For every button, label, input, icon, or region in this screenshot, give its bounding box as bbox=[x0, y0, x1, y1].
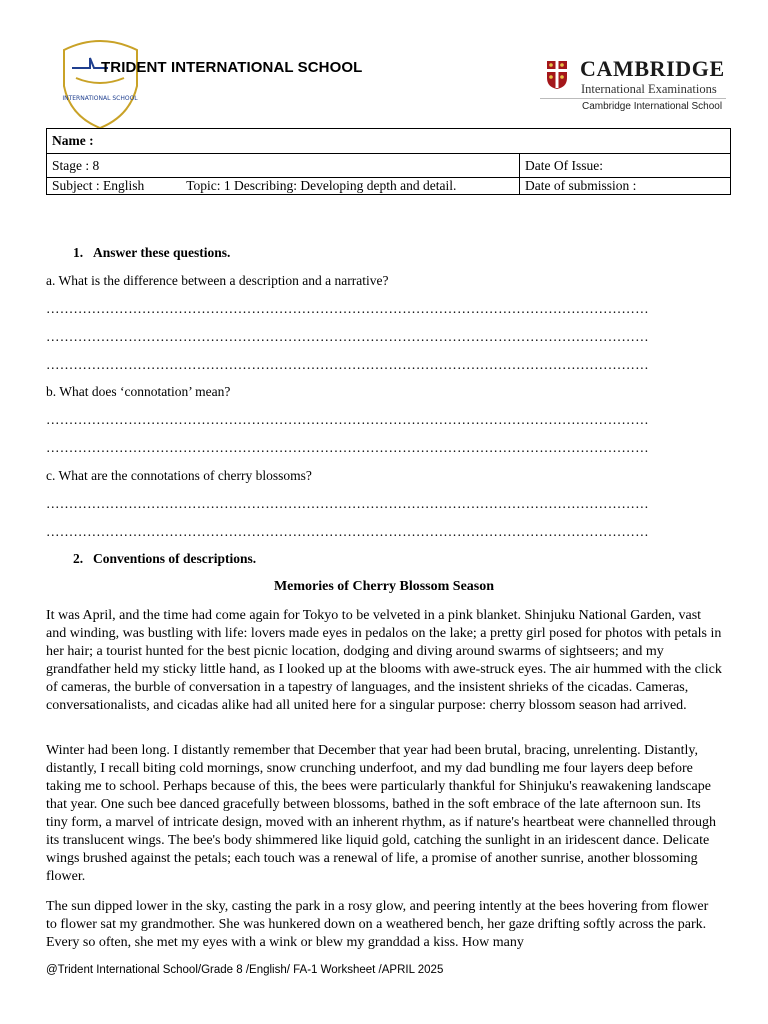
question-c: c. What are the connotations of cherry blossoms? bbox=[46, 468, 312, 483]
subject-label: Subject : English bbox=[52, 178, 145, 193]
answer-line-b2[interactable]: …………………………………………………………………………………………………………………… bbox=[46, 440, 649, 455]
section2-heading: Conventions of descriptions. bbox=[93, 551, 257, 566]
cambridge-subtitle: International Examinations bbox=[581, 82, 717, 96]
cambridge-title: CAMBRIDGE bbox=[580, 56, 725, 81]
crest-text: INTERNATIONAL SCHOOL bbox=[62, 95, 138, 102]
passage-paragraph-3: The sun dipped lower in the sky, casting the park in a rosy glow, and peering intently at the bees hovering from flower to flower sat my grandmother. She was hunkered down on a weathered bench, her gaze drifting softly across the park. Every so often, she met my eyes with a wink or blew my granddad a kiss. How many bbox=[46, 899, 709, 950]
topic-label: Topic: 1 Describing: Developing depth and detail. bbox=[186, 178, 457, 193]
subject-topic-cell bbox=[47, 178, 520, 195]
question-b: b. What does ‘connotation’ mean? bbox=[46, 384, 231, 399]
answer-line-a3[interactable]: …………………………………………………………………………………………………………………… bbox=[46, 357, 649, 372]
answer-line-c1[interactable]: …………………………………………………………………………………………………………………… bbox=[46, 496, 649, 511]
section2-number: 2. bbox=[73, 551, 84, 566]
answer-line-b1[interactable]: …………………………………………………………………………………………………………………… bbox=[46, 412, 649, 427]
section1-number: 1. bbox=[73, 245, 84, 260]
question-a: a. What is the difference between a description and a narrative? bbox=[46, 273, 389, 288]
date-of-submission-field[interactable]: Date of submission : bbox=[520, 178, 731, 195]
student-info-table bbox=[46, 128, 731, 195]
page-footer: @Trident International School/Grade 8 /English/ FA-1 Worksheet /APRIL 2025 bbox=[46, 964, 444, 976]
answer-line-a1[interactable]: …………………………………………………………………………………………………………………… bbox=[46, 301, 649, 316]
cambridge-shield-icon bbox=[546, 60, 568, 90]
passage-paragraph-2: Winter had been long. I distantly remember that December that year had been brutal, bracing, unrelenting. Distantly, distantly, I recall biting cold mornings, snow crunching underfoot, and my dad bundling me four layers deep before taking me to school. Perhaps because of this, the bees were particularly thankful for Shinjuku's reawakening landscape that year. One such bee danced gracefully between blossoms, bathed in the soft embrace of the late afternoon sun. Its tiny form, a marvel of intricate design, moved with an inherent rhythm, as if nature's heartbeat were channelled through its translucent wings. The bee's body shimmered like liquid gold, catching the sunlight in an iridescent dance. Delicate wings brushed against the petals; each touch was a renewal of life, a promise of another sunrise, another blossoming flower. bbox=[46, 743, 717, 884]
name-field[interactable]: Name : bbox=[47, 129, 731, 154]
trident-school-crest bbox=[58, 38, 143, 130]
answer-line-a2[interactable]: …………………………………………………………………………………………………………………… bbox=[46, 329, 649, 344]
school-name: TRIDENT INTERNATIONAL SCHOOL bbox=[101, 59, 363, 76]
cambridge-divider bbox=[540, 98, 726, 99]
cambridge-school-label: Cambridge International School bbox=[582, 101, 723, 112]
section1-heading: Answer these questions. bbox=[93, 245, 231, 260]
stage-cell: Stage : 8 bbox=[47, 154, 520, 178]
passage-paragraph-1: It was April, and the time had come again for Tokyo to be velveted in a pink blanket. Shinjuku National Garden, vast and winding, was bustling with life: lovers made eyes in pedalos on the lake; a pretty girl posed for photos with petals in her hair; a tourist hunted for the best picnic location, dodging and diving around swarms of sightseers; and my grandfather held my sticky little hand, as I looked up at the blooms with awe-struck eyes. The air hummed with the click of cameras, the burble of conversation in a tapestry of languages, and the insistent shrieks of the cicadas. Cameras, conversationalists, and cicadas alike had all united here for a singular purpose: cherry blossom season had arrived. bbox=[46, 608, 722, 713]
passage-title: Memories of Cherry Blossom Season bbox=[273, 579, 495, 594]
date-of-issue-field[interactable]: Date Of Issue: bbox=[520, 154, 731, 178]
answer-line-c2[interactable]: …………………………………………………………………………………………………………………… bbox=[46, 524, 649, 539]
